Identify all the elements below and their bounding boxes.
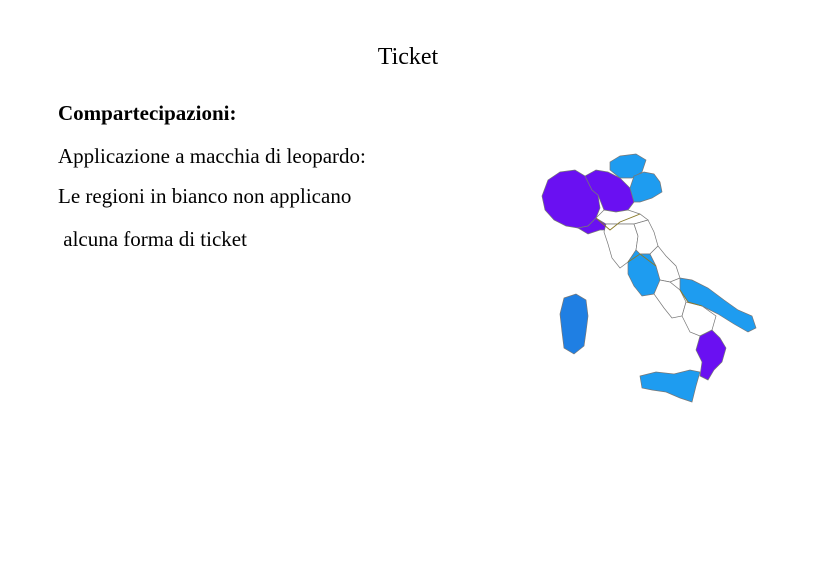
body-line-2: Le regioni in bianco non applicano xyxy=(58,184,352,208)
region-calabria xyxy=(696,330,726,380)
region-marche xyxy=(634,220,658,254)
body-line-3: alcuna forma di ticket xyxy=(58,227,247,251)
region-veneto xyxy=(630,172,662,202)
section-heading: Compartecipazioni: xyxy=(58,101,237,125)
region-sicilia xyxy=(640,370,700,402)
italy-regions-map xyxy=(530,150,770,415)
slide-title: Ticket xyxy=(377,44,439,70)
body-line-1: Applicazione a macchia di leopardo: xyxy=(58,144,366,168)
region-sardegna xyxy=(560,294,588,354)
